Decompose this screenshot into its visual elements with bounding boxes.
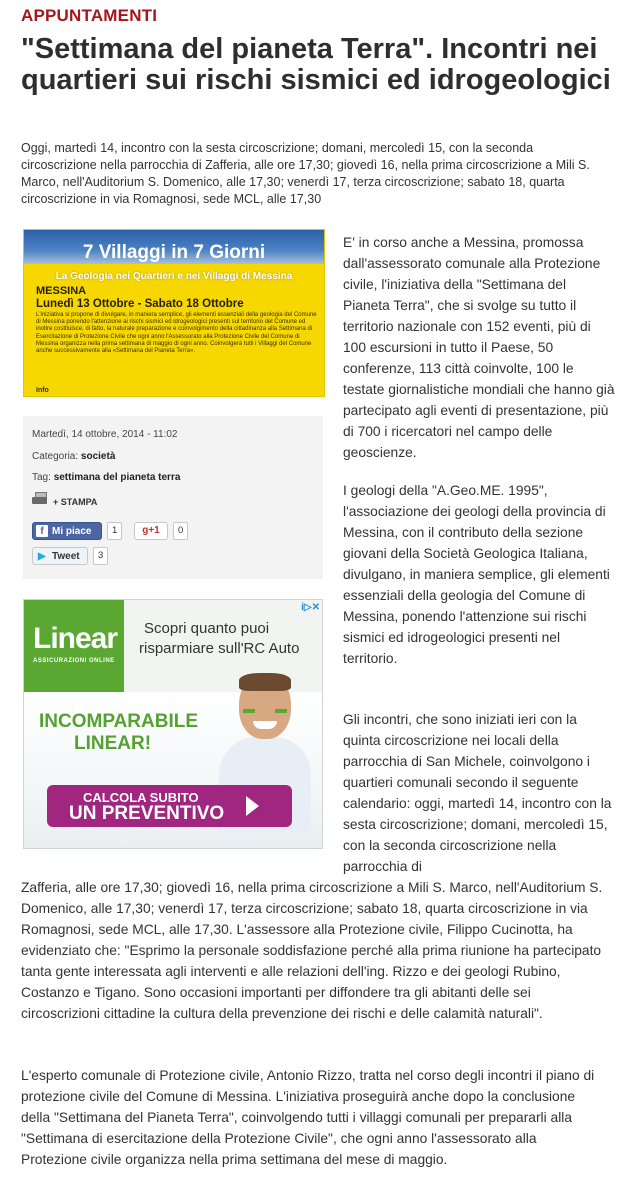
print-link[interactable]: + STAMPA [53, 497, 98, 507]
twitter-bird-icon: ▶ [38, 551, 46, 562]
ad-claim-1: INCOMPARABILE [39, 711, 199, 732]
chevron-right-icon [246, 796, 259, 816]
tweet-label: Tweet [52, 551, 80, 562]
poster-body: L'iniziativa si propone di divulgare, in maniera semplice, gli elementi essenziali della geologia del Comune di Messina ponendo l'attenzione ai rischi sismici ed idrogeologici presenti sul territorio del Comune ed inoltre costituisce, di fatto, la naturale preparazione e coinvolgimento della cittadinanza alla Settimana di Esercitazione di Protezione Civile che ogni anno l'Assessorato alla Protezione Civile del Comune di Messina organizza nella prima settimana di maggio di ogni anno. Coinvolgerà tutti i Villaggi del Comune anche successivamente alla «Settimana del Pianeta Terra». [36, 312, 317, 355]
article-title: "Settimana del pianeta Terra". Incontri nei quartieri sui rischi sismici ed idrogeologici [21, 33, 611, 96]
ad-logo-subtitle: ASSICURAZIONI ONLINE [33, 658, 115, 664]
google-plus-button[interactable]: g+1 [134, 522, 168, 540]
google-plus-count: 0 [173, 522, 188, 540]
facebook-like-label: Mi piace [52, 526, 92, 537]
poster-dates: Lunedì 13 Ottobre - Sabato 18 Ottobre [36, 298, 244, 310]
category-line [32, 451, 115, 462]
linear-advertisement[interactable] [23, 599, 323, 849]
publish-date: Martedì, 14 ottobre, 2014 - 11:02 [32, 429, 178, 440]
event-poster-image[interactable] [23, 229, 325, 397]
facebook-like-count: 1 [107, 522, 122, 540]
poster-headline: 7 Villaggi in 7 Giorni [82, 242, 266, 263]
ad-cta-line-2: UN PREVENTIVO [69, 803, 225, 824]
poster-subtitle: La Geologia nei Quartieri e nei Villaggi di Messina [55, 271, 293, 282]
body-paragraph-2: I geologi della "A.Geo.ME. 1995", l'associazione dei geologi della provincia di Messina, con il contributo della sezione giovani della Società Geologica Italiana, divulgano, in maniera semplice, gli elementi essenziali della geologia del Comune di Messina, ponendo l'attenzione sui rischi sismici ed idrogeologici presenti nel territorio. [343, 483, 610, 666]
tweet-count: 3 [93, 547, 108, 565]
facebook-icon: f [36, 525, 48, 537]
ad-headline-1: Scopri quanto puoi [144, 620, 270, 637]
article-lede: Oggi, martedì 14, incontro con la sesta circoscrizione; domani, mercoledì 15, con la seconda circoscrizione nella parrocchia di Zafferia, alle ore 17,30; giovedì 16, nella prima circoscrizione a Mili S. Marco, nell'Auditorium S. Domenico, alle 17,30; venerdì 17, terza circoscrizione; sabato 18, quarta circoscrizione in via Romagnosi, sede MCL, alle 17,30 [21, 141, 590, 206]
article-meta-box [23, 416, 323, 579]
tag-link[interactable]: settimana del pianeta terra [53, 472, 181, 483]
tag-label: Tag: [32, 472, 54, 483]
section-label[interactable]: APPUNTAMENTI [21, 6, 158, 25]
category-link[interactable]: società [80, 451, 116, 462]
poster-info: Info [36, 387, 49, 394]
printer-icon[interactable] [32, 492, 48, 506]
ad-claim-2: LINEAR! [74, 733, 152, 754]
facebook-like-button[interactable] [32, 522, 102, 540]
ad-cta-line-1: CALCOLA SUBITO [83, 790, 199, 805]
body-paragraph-3-start: Gli incontri, che sono iniziati ieri con la quinta circoscrizione nei locali della parrocchia di San Michele, coinvolgono i quartieri comunali secondo il seguente calendario: oggi, martedì 14, incontro con la sesta circoscrizione; domani, mercoledì 15, con la seconda circoscrizione nella parrocchia di [343, 712, 612, 874]
tweet-button[interactable] [32, 547, 88, 565]
ad-choices-icon[interactable]: i▷✕ [301, 602, 320, 613]
body-paragraph-4: L'esperto comunale di Protezione civile, Antonio Rizzo, tratta nel corso degli incontri il piano di protezione civile del Comune di Messina. L'iniziativa proseguirà anche dopo la conclusione della "Settimana del Pianeta Terra", coinvolgendo tutti i villaggi comunali per prepararli alla "Settimana di esercitazione della Protezione Civile", che ogni anno l'assessorato alla Protezione civile organizza nella prima settimana del mese di maggio. [21, 1068, 595, 1167]
poster-city: MESSINA [36, 285, 87, 297]
category-label: Categoria: [32, 451, 81, 462]
ad-logo: Linear [33, 622, 118, 655]
ad-headline-2: risparmiare sull'RC Auto [139, 640, 300, 657]
body-paragraph-3-continued: Zafferia, alle ore 17,30; giovedì 16, nella prima circoscrizione a Mili S. Marco, nell'Auditorium S. Domenico, alle 17,30; venerdì 17, terza circoscrizione; sabato 18, quarta circoscrizione in via Romagnosi, sede MCL, alle 17,30. L'assessore alla Protezione civile, Filippo Cucinotta, ha evidenziato che: "Esprimo la personale soddisfazione perché alla prima riunione ha partecipato tanta gente interessata agli interventi e alle relazioni dell'ing. Rizzo e dei geologi Rubino, Costanzo e Tigano. Sono occasioni importanti per diffondere tra gli abitanti delle sei circoscrizioni cittadine la cultura della prevenzione dei rischi e delle calamità naturali". [21, 880, 603, 1021]
tag-line [32, 472, 180, 483]
body-paragraph-1: E' in corso anche a Messina, promossa dall'assessorato comunale alla Protezione civile, l'iniziativa della "Settimana del Pianeta Terra", che si svolge su tutto il territorio nazionale con 152 eventi, più di 100 escursioni in tutto il Paese, 50 conferenze, 113 città coinvolte, 100 le testate giornalistiche mondiali che hanno già partecipato agli eventi di presentazione, più di 700 i ricercatori nel campo delle geoscienze. [343, 235, 615, 460]
